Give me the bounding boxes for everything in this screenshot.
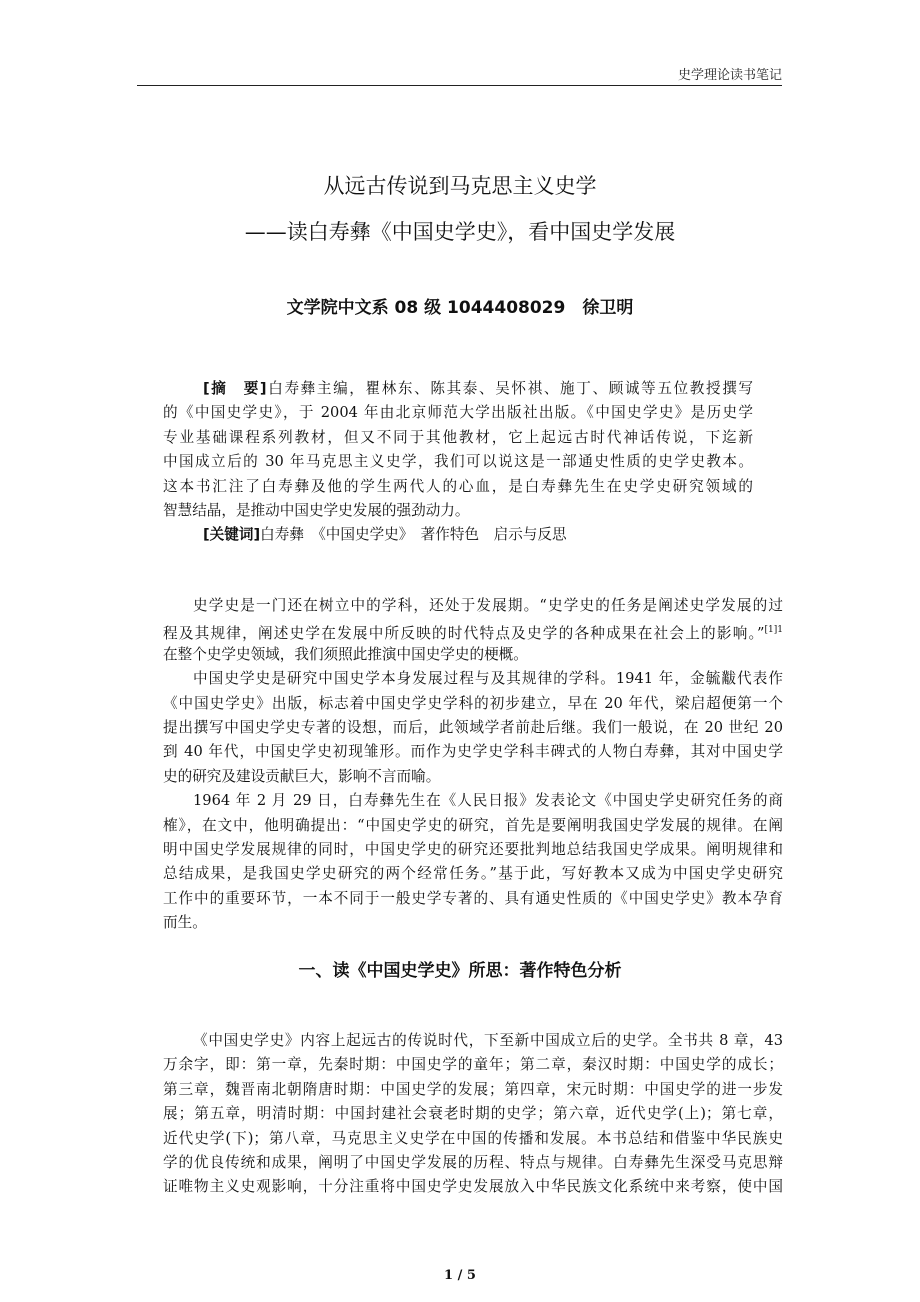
paragraph-line (163, 618, 783, 642)
line-text: 《中国史学史》出版，标志着中国史学史学科的初步建立，早在 20 年代，梁启超便第一个 (163, 694, 783, 712)
paragraph-line (163, 814, 783, 838)
page-number: 1 / 5 (444, 1268, 476, 1283)
line-text: 证唯物主义史观影响，十分注重将中国史学史发展放入中华民族文化系统中来考察，使中国 (163, 1178, 783, 1196)
abstract-line (163, 401, 753, 425)
paragraph-line (163, 862, 783, 886)
paragraph-line (163, 667, 783, 691)
paragraph-line (163, 1175, 783, 1199)
running-header: 史学理论读书笔记 (677, 68, 782, 83)
line-text: 中国史学史是研究中国史学本身发展过程与及其规律的学科。1941 年，金毓黻代表作 (193, 670, 783, 688)
line-text: 工作中的重要环节，一本不同于一般史学专著的、具有通史性质的《中国史学史》教本孕育 (163, 889, 783, 907)
header-rule (137, 85, 782, 86)
paragraph-line (163, 716, 783, 740)
line-text: 在整个史学史领域，我们须照此推演中国史学史的梗概。 (163, 645, 528, 663)
paragraph-line (163, 740, 783, 764)
abstract-label: [摘 要] (203, 380, 267, 397)
line-text: 展；第五章，明清时期：中国封建社会衰老时期的史学；第六章，近代史学(上)；第七章， (163, 1105, 783, 1123)
footnote-ref: [1]1 (764, 625, 783, 636)
abstract-text: 中国成立后的 30 年马克思主义史学，我们可以说这是一部通史性质的史学史教本。 (163, 453, 753, 471)
abstract-text: 这本书汇注了白寿彝及他的学生两代人的心血，是白寿彝先生在史学史研究领域的 (163, 477, 753, 495)
paragraph-line (163, 1078, 783, 1102)
paragraph-line (163, 692, 783, 716)
abstract-line (163, 475, 753, 499)
paragraph-line (163, 643, 783, 667)
paragraph-line (163, 1127, 783, 1151)
line-text: 1964 年 2 月 29 日，白寿彝先生在《人民日报》发表论文《中国史学史研究任务的商 (193, 792, 783, 810)
line-text: 万余字，即：第一章，先秦时期：中国史学的童年；第二章，秦汉时期：中国史学的成长； (163, 1056, 783, 1074)
line-text: 近代史学(下)；第八章，马克思主义史学在中国的传播和发展。本书总结和借鉴中华民族史 (163, 1129, 783, 1147)
abstract-line (163, 426, 753, 450)
line-text: 《中国史学史》内容上起远古的传说时代，下至新中国成立后的史学。全书共 8 章，43 (193, 1032, 783, 1049)
paragraph-line (163, 1053, 783, 1077)
keywords-line (163, 523, 753, 547)
line-text: 明中国史学发展规律的同时，中国史学史的研究还要批判地总结我国史学成果。阐明规律和 (163, 840, 783, 858)
paragraph-line (163, 789, 783, 813)
abstract (163, 377, 753, 548)
document-title: 从远古传说到马克思主义史学 (323, 174, 597, 198)
paragraph-line (163, 765, 783, 789)
line-text: 程及其规律，阐述史学在发展中所反映的时代特点及史学的各种成果在社会上的影响。” (163, 625, 765, 643)
line-text: 到 40 年代，中国史学史初现雏形。而作为史学史学科丰碑式的人物白寿彝，其对中国史学 (163, 743, 783, 761)
paragraph-line (163, 838, 783, 862)
paragraph-line (163, 911, 783, 935)
keywords-text: 白寿彝 《中国史学史》 著作特色 启示与反思 (260, 526, 567, 544)
abstract-line (163, 499, 753, 523)
abstract-line (163, 377, 753, 401)
abstract-text: 智慧结晶，是推动中国史学史发展的强劲动力。 (163, 501, 470, 519)
section-body (163, 1029, 783, 1200)
paragraph-line (163, 1102, 783, 1126)
section-heading: 一、读《中国史学史》所思：著作特色分析 (298, 961, 622, 981)
document-subtitle: ——读白寿彝《中国史学史》，看中国史学发展 (244, 220, 676, 244)
abstract-line (163, 450, 753, 474)
paragraph-line (163, 1151, 783, 1175)
paragraph-line (163, 1029, 783, 1053)
paragraph-line (163, 594, 783, 618)
line-text: 榷》，在文中，他明确提出：“中国史学史的研究，首先是要阐明我国史学发展的规律。在阐 (163, 816, 783, 834)
line-text: 史的研究及建设贡献巨大，影响不言而喻。 (163, 767, 441, 785)
line-text: 提出撰写中国史学史专著的设想，而后，此领域学者前赴后继。我们一般说，在 20 世纪 20 (163, 718, 783, 736)
keywords-label: [关键词] (203, 526, 261, 544)
line-text: 史学史是一门还在树立中的学科，还处于发展期。“史学史的任务是阐述史学发展的过 (193, 597, 783, 614)
line-text: 学的优良传统和成果，阐明了中国史学发展的历程、特点与规律。白寿彝先生深受马克思辩 (163, 1153, 783, 1171)
abstract-text: 的《中国史学史》，于 2004 年由北京师范大学出版社出版。《中国史学史》是历史学 (163, 404, 753, 422)
paragraph-line (163, 887, 783, 911)
abstract-text: 白寿彝主编，瞿林东、陈其泰、吴怀祺、施丁、顾诚等五位教授撰写 (266, 380, 753, 397)
intro-section (163, 594, 783, 935)
line-text: 第三章，魏晋南北朝隋唐时期：中国史学的发展；第四章，宋元时期：中国史学的进一步发 (163, 1080, 783, 1098)
abstract-text: 专业基础课程系列教材，但又不同于其他教材，它上起远古时代神话传说，下迄新 (163, 428, 753, 446)
line-text: 而生。 (163, 914, 207, 932)
line-text: 总结成果，是我国史学史研究的两个经常任务。”基于此，写好教本又成为中国史学史研究 (163, 865, 783, 883)
author-line: 文学院中文系 08 级 1044408029 徐卫明 (286, 298, 634, 318)
